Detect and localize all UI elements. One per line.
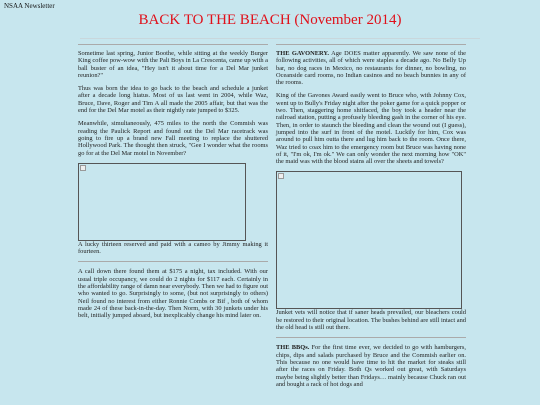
newsletter-label: NSAA Newsletter	[4, 2, 55, 10]
title-divider	[80, 38, 480, 39]
right-column	[276, 44, 466, 394]
paragraph	[276, 344, 466, 388]
section-heading: THE BBQs.	[276, 344, 310, 352]
paragraph: King of the Gavones Award easily went to Bruce who, with Johnny Cox, went up to Bully's Friday night after the poker game for a quick popper or two. Then, staggering home shitfaced, the boy took a header near the railroad station, putting a profusely bleeding gash in the corner of his eye. Then, in order to staunch the bleeding and clean the wound out (I guess), jumped into the surf in front of the motel. Luckily for him, Cox was around to pull him outta there and lug him back to the room. Once there, Waz tried to coax him to the emergency room but Bruce was having none of it, "I'm ok, I'm ok." We can only wonder the next morning how "OK" the maid was with the blood stains all over the sheets and towels?	[276, 92, 466, 166]
column-top-rule	[78, 44, 268, 45]
paragraph: A call down there found them at $175 a night, tax included. With our usual triple occupancy, we could do 2 nights for $117 each. Certainly in the affordability range of damn near everybody. Then we had to figure out who wanted to go. Surprisingly to some, (but not surprisingly to others) Neil found no interest from either Ronnie Combs or Bif , both of whom made 24 of these back-in-the-day. Then Norm, with 30 junkets under his belt, initially jumped aboard, but inexplicably change his mind later on.	[78, 268, 268, 320]
photo-caption: Junket vets will notice that if saner heads prevailed, our bleachers could be restored to their original location. The bushes behind are still intact and the old head is still out there.	[276, 309, 466, 332]
caption-divider	[78, 261, 268, 262]
page-title: BACK TO THE BEACH (November 2014)	[138, 12, 402, 28]
paragraph: Sometime last spring, Junior Boothe, while sitting at the weekly Burger King coffee pow-wow with the Pali Boys in La Crescenta, came up with a ball buster of an idea, "Hey isn't it about time for a Del Mar junket reunion?"	[78, 50, 268, 79]
broken-image-icon	[80, 165, 86, 171]
photo-caption: A lucky thirteen reserved and paid with a cameo by Jimmy making it fourteen.	[78, 240, 268, 256]
photo-placeholder	[276, 171, 462, 309]
paragraph: Meanwhile, simultaneously, 475 miles to the north the Commish was reading the Paulick Report and found out the Del Mar racetrack was going to fire up a brand new Fall meeting to replace the shuttered Hollywood Park. The thought then struck, "Gee I wonder what the rooms go for at the Del Mar motel in November?	[78, 120, 268, 157]
paragraph	[276, 50, 466, 86]
section-text: For the first time ever, we decided to go with hamburgers, chips, dips and salads purchased by Bruce and the Commish earlier on. This because no one would have time to hit the market for steaks still after the races on Friday. Both Qs worked out great, with Saturdays maybe being slightly better than Fridays… mainly because Chuck ran out and bought a rack of hot dogs and	[276, 344, 466, 388]
left-column	[78, 44, 268, 326]
column-top-rule	[276, 44, 466, 45]
paragraph: Thus was born the idea to go back to the beach and schedule a junket after a decade long hiatus. Most of us last went in 2004, while Waz, Bruce, Dave, Roger and Tim A all made the 2005 affair, but that was the end for the Del Mar motel as their nightly rate jumped to $325.	[78, 85, 268, 115]
section-heading: THE GAVONERY.	[276, 50, 330, 57]
photo-placeholder	[78, 163, 246, 241]
caption-divider	[276, 337, 466, 338]
section-text: Age DOES matter apparently. We saw none of the following activities, all of which were staples a decade ago. No Belly Up bar, no dog races in Mexico, no restaurants for dinner, no bowling, no Oceanside card rooms, no Indian casinos and no beach bunnies in any of the rooms.	[276, 50, 466, 87]
broken-image-icon	[278, 173, 284, 179]
